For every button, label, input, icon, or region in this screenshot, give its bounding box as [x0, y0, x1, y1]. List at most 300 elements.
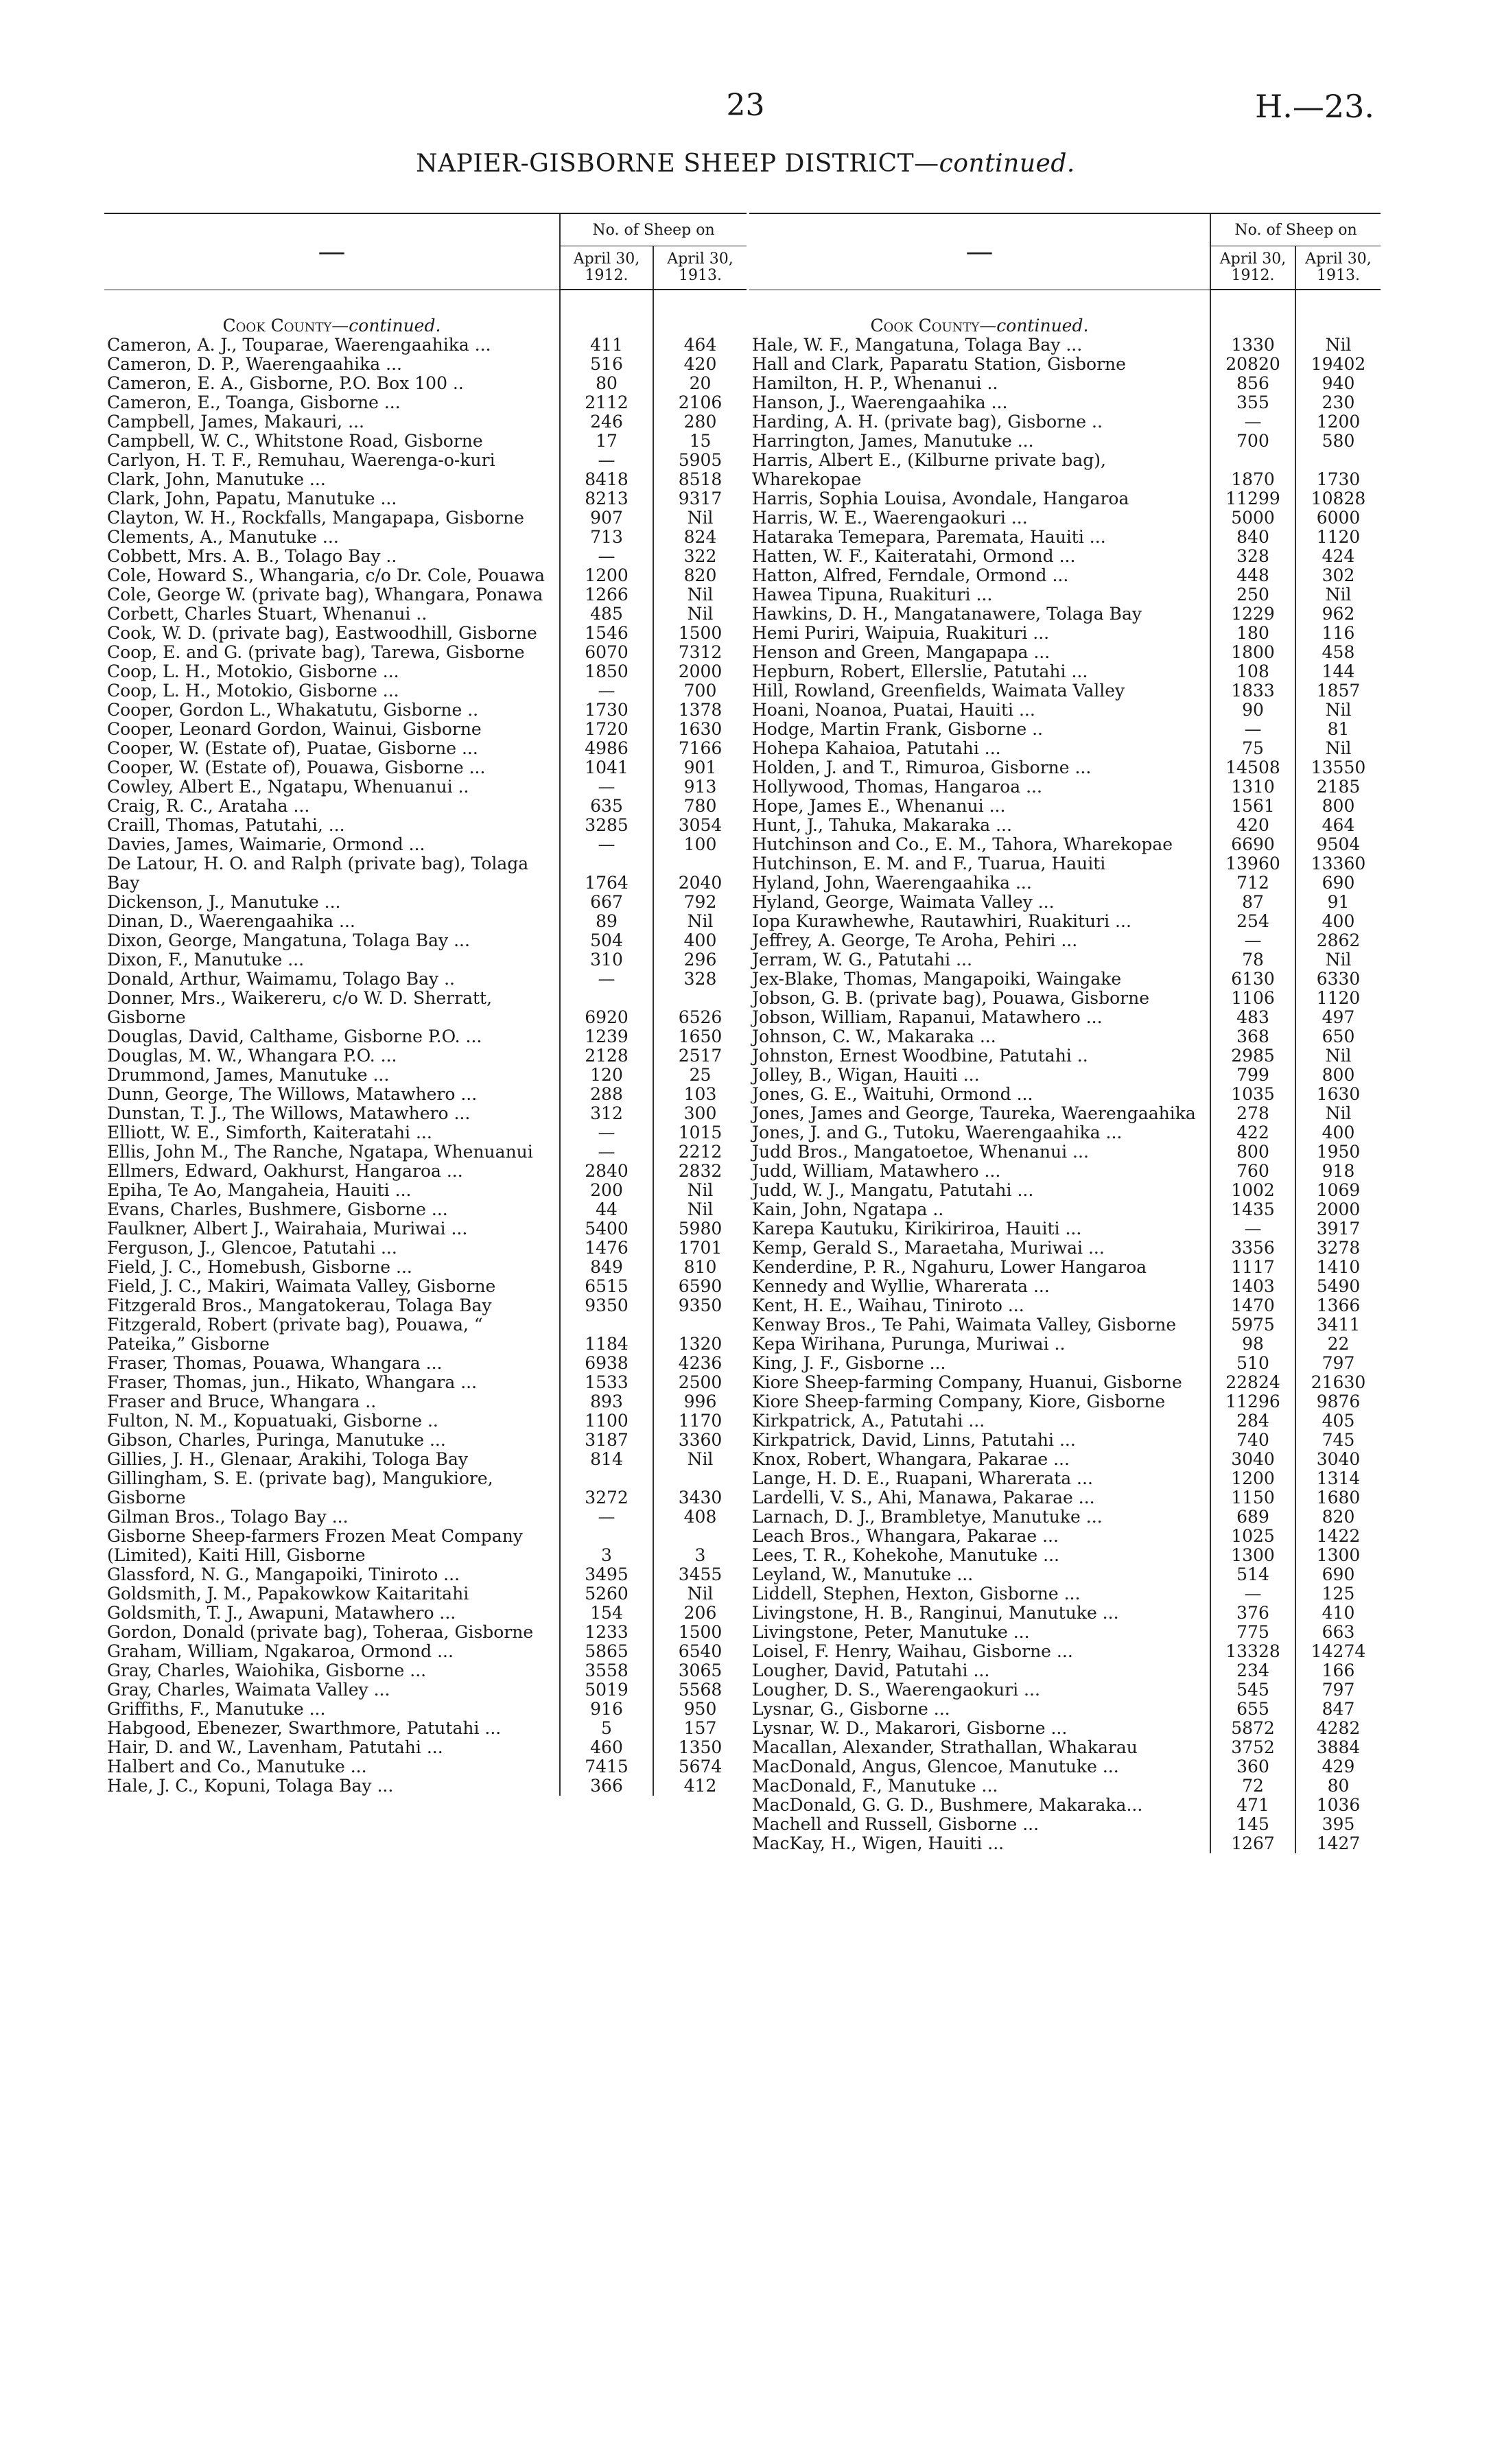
sheep-1913: 3430: [653, 1469, 747, 1507]
sheep-1912: 4986: [560, 739, 653, 758]
year-1913-header: April 30, 1913.: [653, 246, 747, 290]
sheep-1912: 22824: [1210, 1373, 1295, 1392]
sheep-1912: 1233: [560, 1623, 653, 1642]
owner-name: Hanson, J., Waerengaahika ...: [752, 392, 1008, 412]
sheep-1913: 21630: [1295, 1373, 1381, 1392]
blank-header: —: [749, 213, 1210, 290]
table-row: [749, 1335, 1381, 1354]
sheep-1913: 6590: [653, 1277, 747, 1296]
table-row: [749, 1239, 1381, 1258]
owner-name: Goldsmith, T. J., Awapuni, Matawhero ...: [107, 1603, 456, 1623]
section-heading-text: Cook County—: [870, 316, 997, 336]
owner-name: Hyland, John, Waerengaahika ...: [752, 873, 1032, 893]
sheep-1913: 3040: [1295, 1450, 1381, 1469]
owner-name: Cooper, Gordon L., Whakatutu, Gisborne ..: [107, 700, 479, 720]
owner-name: Macallan, Alexander, Strathallan, Whakarau: [752, 1737, 1138, 1757]
table-row: [749, 1546, 1381, 1565]
owner-name: Jolley, B., Wigan, Hauiti ...: [752, 1065, 980, 1085]
owner-name: Kent, H. E., Waihau, Tiniroto ...: [752, 1295, 1024, 1315]
table-row: [104, 1507, 747, 1527]
table-row: [749, 835, 1381, 854]
owner-name: Jones, G. E., Waituhi, Ormond ...: [752, 1084, 1033, 1104]
sheep-1912: 516: [560, 355, 653, 374]
owner-name: Hutchinson and Co., E. M., Tahora, Wharekopae: [752, 834, 1173, 854]
table-row: [104, 1392, 747, 1411]
table-row: [104, 1085, 747, 1104]
owner-name: Fraser, Thomas, jun., Hikato, Whangara ...: [107, 1372, 478, 1392]
table-row: [104, 355, 747, 374]
sheep-1912: 1266: [560, 585, 653, 605]
owner-name: Livingstone, H. B., Ranginui, Manutuke ...: [752, 1603, 1119, 1623]
table-row: [104, 1315, 747, 1354]
table-row: [749, 1392, 1381, 1411]
title-continued: continued.: [939, 150, 1075, 178]
sheep-1913: 15: [653, 432, 747, 451]
owner-name: Hoani, Noanoa, Puatai, Hauiti ...: [752, 700, 1035, 720]
sheep-1913: 408: [653, 1507, 747, 1527]
sheep-1913: Nil: [653, 1450, 747, 1469]
sheep-1912: —: [560, 777, 653, 797]
owner-name: Gilman Bros., Tolago Bay ...: [107, 1507, 349, 1527]
owner-name: Liddell, Stephen, Hexton, Gisborne ...: [752, 1584, 1081, 1604]
table-row: [104, 912, 747, 931]
owner-name: Clark, John, Manutuke ...: [107, 469, 326, 489]
table-row: [749, 797, 1381, 816]
owner-name: Fraser, Thomas, Pouawa, Whangara ...: [107, 1353, 443, 1373]
owner-name: Cooper, W. (Estate of), Pouawa, Gisborne ...: [107, 758, 486, 777]
sheep-1912: 13960: [1210, 854, 1295, 873]
sheep-1912: 8418: [560, 470, 653, 489]
sheep-1913: 940: [1295, 374, 1381, 393]
sheep-1913: 400: [653, 931, 747, 950]
table-row: [749, 1796, 1381, 1815]
owner-name: Cameron, E. A., Gisborne, P.O. Box 100 ..: [107, 373, 464, 393]
table-row: [749, 1373, 1381, 1392]
sheep-1912: 1229: [1210, 605, 1295, 624]
table-row: [749, 1085, 1381, 1104]
sheep-1913: 797: [1295, 1680, 1381, 1700]
owner-name: MacDonald, G. G. D., Bushmere, Makaraka...: [752, 1795, 1143, 1815]
sheep-1913: 1366: [1295, 1296, 1381, 1315]
sheep-1912: 5865: [560, 1642, 653, 1661]
owner-name: Leyland, W., Manutuke ...: [752, 1564, 974, 1584]
owner-name: Johnson, C. W., Makaraka ...: [752, 1026, 996, 1046]
owner-name: Halbert and Co., Manutuke ...: [107, 1757, 367, 1776]
owner-name: Coop, E. and G. (private bag), Tarewa, Gisborne: [107, 642, 525, 662]
table-row: [104, 701, 747, 720]
owner-name: Hohepa Kahaioa, Patutahi ...: [752, 738, 1001, 758]
owner-name: Cameron, D. P., Waerengaahika ...: [107, 354, 402, 374]
sheep-1912: 849: [560, 1258, 653, 1277]
owner-name: Hair, D. and W., Lavenham, Patutahi ...: [107, 1737, 443, 1757]
table-row: [104, 624, 747, 643]
sheep-1913: 918: [1295, 1162, 1381, 1181]
sheep-1913: 2500: [653, 1373, 747, 1392]
table-row: [749, 1604, 1381, 1623]
owner-name: Field, J. C., Homebush, Gisborne ...: [107, 1257, 412, 1277]
owner-name: Harris, Sophia Louisa, Avondale, Hangaroa: [752, 489, 1129, 508]
table-row: [749, 970, 1381, 989]
owner-name: Goldsmith, J. M., Papakowkow Kaitaritahi: [107, 1584, 469, 1604]
sheep-1912: 1435: [1210, 1200, 1295, 1219]
sheep-1912: —: [560, 451, 653, 470]
sheep-1913: 1701: [653, 1239, 747, 1258]
section-heading: [749, 290, 1210, 336]
sheep-1913: 81: [1295, 720, 1381, 739]
owner-name: Campbell, James, Makauri, ...: [107, 412, 364, 432]
table-row: [749, 681, 1381, 701]
table-row: [104, 1411, 747, 1431]
sheep-1912: 355: [1210, 393, 1295, 412]
table-row: [104, 1680, 747, 1700]
table-row: [104, 1162, 747, 1181]
table-row: [749, 489, 1381, 508]
sheep-1913: 2832: [653, 1162, 747, 1181]
sheep-1913: 5674: [653, 1757, 747, 1776]
sheep-1912: 7415: [560, 1757, 653, 1776]
sheep-1913: 400: [1295, 1123, 1381, 1142]
sheep-1912: 1100: [560, 1411, 653, 1431]
sheep-1912: 5: [560, 1719, 653, 1738]
table-row: [749, 893, 1381, 912]
table-row: [749, 1296, 1381, 1315]
owner-name: Dickenson, J., Manutuke ...: [107, 892, 341, 912]
empty-cell: [1295, 290, 1381, 336]
table-row: [104, 1181, 747, 1200]
owner-name: Hataraka Temepara, Paremata, Hauiti ...: [752, 527, 1106, 547]
owner-name: Jones, J. and G., Tutoku, Waerengaahika ...: [752, 1123, 1123, 1142]
sheep-1913: 22: [1295, 1335, 1381, 1354]
table-row: [749, 1507, 1381, 1527]
table-row: [104, 489, 747, 508]
owner-name: Harrington, James, Manutuke ...: [752, 431, 1034, 451]
table-row: [749, 1431, 1381, 1450]
owner-name: Holden, J. and T., Rimuroa, Gisborne ...: [752, 758, 1092, 777]
owner-name: Loisel, F. Henry, Waihau, Gisborne ...: [752, 1641, 1073, 1661]
sheep-1913: 2862: [1295, 931, 1381, 950]
sheep-1913: 2040: [653, 854, 747, 893]
table-row: [104, 1738, 747, 1757]
owner-name: Kemp, Gerald S., Maraetaha, Muriwai ...: [752, 1238, 1105, 1258]
sheep-1912: 14508: [1210, 758, 1295, 777]
table-row: [104, 777, 747, 797]
table-row: [104, 547, 747, 566]
table-row: [749, 989, 1381, 1008]
sheep-1912: 80: [560, 374, 653, 393]
sheep-1912: 87: [1210, 893, 1295, 912]
sheep-1913: 1036: [1295, 1796, 1381, 1815]
table-row: [104, 1104, 747, 1123]
sheep-1913: 2185: [1295, 777, 1381, 797]
sheep-1912: 1300: [1210, 1546, 1295, 1565]
table-row: [749, 605, 1381, 624]
sheep-1913: 2212: [653, 1142, 747, 1162]
table-row: [104, 835, 747, 854]
owner-name: Elliott, W. E., Simforth, Kaiteratahi ...: [107, 1123, 432, 1142]
table-row: [749, 1450, 1381, 1469]
page-reference: H.—23.: [1255, 88, 1374, 125]
table-row: [749, 1834, 1381, 1853]
table-row: [749, 624, 1381, 643]
table-row: [104, 374, 747, 393]
table-row: [749, 739, 1381, 758]
owner-name: Gisborne Sheep-farmers Frozen Meat Company (Limited), Kaiti Hill, Gisborne: [107, 1526, 523, 1565]
sheep-1913: 800: [1295, 797, 1381, 816]
owner-name: Glassford, N. G., Mangapoiki, Tiniroto ...: [107, 1564, 460, 1584]
owner-name: Jobson, G. B. (private bag), Pouawa, Gisborne: [752, 988, 1150, 1008]
sheep-1913: 328: [653, 970, 747, 989]
sheep-1913: 7166: [653, 739, 747, 758]
table-row: [749, 662, 1381, 681]
table-row: [104, 1661, 747, 1680]
owner-name: Dixon, F., Manutuke ...: [107, 950, 305, 970]
sheep-1912: 1833: [1210, 681, 1295, 701]
sheep-1913: 1680: [1295, 1488, 1381, 1507]
sheep-1912: 72: [1210, 1776, 1295, 1796]
table-row: [749, 1719, 1381, 1738]
sheep-1912: 360: [1210, 1757, 1295, 1776]
sheep-1912: 90: [1210, 701, 1295, 720]
page-title: [0, 150, 1491, 178]
sheep-1913: 300: [653, 1104, 747, 1123]
section-heading-row: [104, 290, 747, 336]
sheep-1913: 1650: [653, 1027, 747, 1046]
sheep-1912: 89: [560, 912, 653, 931]
sheep-1913: 424: [1295, 547, 1381, 566]
sheep-1912: 3: [560, 1527, 653, 1565]
sheep-1913: 1120: [1295, 989, 1381, 1008]
sheep-1913: 5980: [653, 1219, 747, 1239]
sheep-1913: 497: [1295, 1008, 1381, 1027]
table-row: [749, 777, 1381, 797]
owner-name: Ellmers, Edward, Oakhurst, Hangaroa ...: [107, 1161, 463, 1181]
sheep-1912: 6515: [560, 1277, 653, 1296]
sheep-1912: 11299: [1210, 489, 1295, 508]
sheep-1913: 824: [653, 528, 747, 547]
sheep-1913: 2000: [1295, 1200, 1381, 1219]
owner-name: Kenway Bros., Te Pahi, Waimata Valley, Gisborne: [752, 1315, 1177, 1335]
table-row: [104, 1469, 747, 1507]
owner-name: Hawea Tipuna, Ruakituri ...: [752, 585, 993, 605]
sheep-1913: 820: [1295, 1507, 1381, 1527]
sheep-1912: 799: [1210, 1066, 1295, 1085]
table-row: [749, 1757, 1381, 1776]
owner-name: Judd, William, Matawhero ...: [752, 1161, 1001, 1181]
sheep-1913: 797: [1295, 1354, 1381, 1373]
table-row: [749, 355, 1381, 374]
table-row: [749, 1162, 1381, 1181]
table-row: [104, 1046, 747, 1066]
table-row: [749, 528, 1381, 547]
sheep-1912: 635: [560, 797, 653, 816]
sheep-1912: 1184: [560, 1315, 653, 1354]
sheep-1913: 5490: [1295, 1277, 1381, 1296]
sheep-1913: 5568: [653, 1680, 747, 1700]
sheep-1912: 8213: [560, 489, 653, 508]
owner-name: MacKay, H., Wigen, Hauiti ...: [752, 1833, 1005, 1853]
sheep-1912: 5260: [560, 1584, 653, 1604]
sheep-1912: —: [1210, 412, 1295, 432]
owner-name: Hyland, George, Waimata Valley ...: [752, 892, 1055, 912]
sheep-1913: 1500: [653, 1623, 747, 1642]
sheep-1912: 2985: [1210, 1046, 1295, 1066]
sheep-1912: 1561: [1210, 797, 1295, 816]
owner-name: Hemi Puriri, Waipuia, Ruakituri ...: [752, 623, 1050, 643]
sheep-1913: 116: [1295, 624, 1381, 643]
owner-name: Hope, James E., Whenanui ...: [752, 796, 1006, 816]
table-row: [104, 1450, 747, 1469]
empty-cell: [653, 290, 747, 336]
table-row: [104, 1258, 747, 1277]
sheep-1912: 1850: [560, 662, 653, 681]
table-row: [104, 854, 747, 893]
owner-name: Cameron, E., Toanga, Gisborne ...: [107, 392, 401, 412]
owner-name: Cameron, A. J., Touparae, Waerengaahika ...: [107, 335, 491, 355]
table-row: [749, 1027, 1381, 1046]
owner-name: Hollywood, Thomas, Hangaroa ...: [752, 777, 1042, 797]
section-continued: continued.: [349, 316, 441, 336]
owner-name: Dixon, George, Mangatuna, Tolaga Bay ...: [107, 930, 470, 950]
sheep-1913: 1730: [1295, 451, 1381, 489]
owner-name: Carlyon, H. T. F., Remuhau, Waerenga-o-kuri: [107, 450, 495, 470]
table-row: [749, 393, 1381, 412]
sheep-1912: 13328: [1210, 1642, 1295, 1661]
owner-name: Cooper, Leonard Gordon, Wainui, Gisborne: [107, 719, 482, 739]
sheep-1913: 458: [1295, 643, 1381, 662]
table-row: [749, 1680, 1381, 1700]
sheep-1913: 3917: [1295, 1219, 1381, 1239]
sheep-1912: 1533: [560, 1373, 653, 1392]
left-table: [104, 213, 747, 1796]
owner-name: Judd, W. J., Mangatu, Patutahi ...: [752, 1180, 1034, 1200]
owner-name: Kiore Sheep-farming Company, Huanui, Gisborne: [752, 1372, 1182, 1392]
table-row: [749, 566, 1381, 585]
owner-name: Cowley, Albert E., Ngatapu, Whenuanui ..: [107, 777, 469, 797]
year-1912-header: April 30, 1912.: [1210, 246, 1295, 290]
sheep-1913: 3054: [653, 816, 747, 835]
sheep-1913: Nil: [653, 1584, 747, 1604]
table-row: [104, 989, 747, 1027]
sheep-1912: 1310: [1210, 777, 1295, 797]
sheep-1913: 1300: [1295, 1546, 1381, 1565]
table-row: [749, 1738, 1381, 1757]
sheep-1913: Nil: [653, 1181, 747, 1200]
sheep-1913: 410: [1295, 1604, 1381, 1623]
sheep-1913: 4236: [653, 1354, 747, 1373]
sheep-1913: 7312: [653, 643, 747, 662]
owner-name: Dinan, D., Waerengaahika ...: [107, 911, 355, 931]
table-row: [104, 758, 747, 777]
sheep-1912: 278: [1210, 1104, 1295, 1123]
sheep-1913: Nil: [1295, 950, 1381, 970]
table-row: [749, 1181, 1381, 1200]
sheep-1913: 4282: [1295, 1719, 1381, 1738]
sheep-1912: 1476: [560, 1239, 653, 1258]
sheep-1913: 3: [653, 1527, 747, 1565]
year-1913-header: April 30, 1913.: [1295, 246, 1381, 290]
table-row: [749, 1776, 1381, 1796]
owner-name: Gray, Charles, Waiohika, Gisborne ...: [107, 1661, 427, 1680]
sheep-1913: 1314: [1295, 1469, 1381, 1488]
table-row: [749, 1411, 1381, 1431]
sheep-1913: 962: [1295, 605, 1381, 624]
sheep-1912: 3040: [1210, 1450, 1295, 1469]
sheep-1913: 13360: [1295, 854, 1381, 873]
sheep-1913: 9876: [1295, 1392, 1381, 1411]
owner-name: Henson and Green, Mangapapa ...: [752, 642, 1050, 662]
sheep-1912: 108: [1210, 662, 1295, 681]
table-row: [749, 412, 1381, 432]
sheep-1913: 745: [1295, 1431, 1381, 1450]
owner-name: Lardelli, V. S., Ahi, Manawa, Pakarae ...: [752, 1488, 1095, 1507]
sheep-1912: 448: [1210, 566, 1295, 585]
sheep-1912: 471: [1210, 1796, 1295, 1815]
owner-name: Craig, R. C., Arataha ...: [107, 796, 310, 816]
table-row: [104, 1373, 747, 1392]
owner-name: Gibson, Charles, Puringa, Manutuke ...: [107, 1430, 446, 1450]
sheep-1912: 483: [1210, 1008, 1295, 1027]
table-row: [104, 566, 747, 585]
sheep-1912: 366: [560, 1776, 653, 1796]
sheep-1913: 9350: [653, 1296, 747, 1315]
sheep-1912: —: [560, 1142, 653, 1162]
owner-name: Cole, Howard S., Whangaria, c/o Dr. Cole, Pouawa: [107, 565, 545, 585]
sheep-1913: 580: [1295, 432, 1381, 451]
sheep-1913: 6000: [1295, 508, 1381, 528]
sheep-1912: 689: [1210, 1507, 1295, 1527]
sheep-1912: —: [560, 1123, 653, 1142]
owner-name: Machell and Russell, Gisborne ...: [752, 1814, 1040, 1834]
sheep-1913: 464: [1295, 816, 1381, 835]
sheep-1913: 1950: [1295, 1142, 1381, 1162]
table-row: [104, 1354, 747, 1373]
sheep-1912: 422: [1210, 1123, 1295, 1142]
sheep-1912: 1041: [560, 758, 653, 777]
sheep-1912: 154: [560, 1604, 653, 1623]
table-row: [749, 1488, 1381, 1507]
sheep-1913: 412: [653, 1776, 747, 1796]
owner-name: Fitzgerald Bros., Mangatokerau, Tolaga Bay: [107, 1295, 492, 1315]
section-heading-row: [749, 290, 1381, 336]
table-row: [104, 970, 747, 989]
sheep-1913: 400: [1295, 912, 1381, 931]
table-row: [104, 643, 747, 662]
sheep-1912: 485: [560, 605, 653, 624]
sheep-1913: 1500: [653, 624, 747, 643]
sheep-1912: 2128: [560, 1046, 653, 1066]
sheep-1912: 3285: [560, 816, 653, 835]
sheep-1913: 206: [653, 1604, 747, 1623]
sheep-1912: 1106: [1210, 989, 1295, 1008]
left-table-body: [104, 290, 747, 1796]
table-row: [104, 1623, 747, 1642]
owner-name: Clements, A., Manutuke ...: [107, 527, 339, 547]
sheep-1912: 700: [1210, 432, 1295, 451]
sheep-1912: 1546: [560, 624, 653, 643]
sheep-1913: 125: [1295, 1584, 1381, 1604]
sheep-1912: 504: [560, 931, 653, 950]
sheep-1912: 3272: [560, 1469, 653, 1507]
sheep-1913: Nil: [653, 508, 747, 528]
sheep-1913: 395: [1295, 1815, 1381, 1834]
table-row: [104, 1123, 747, 1142]
sheep-1912: 1800: [1210, 643, 1295, 662]
sheep-1913: 1630: [653, 720, 747, 739]
table-row: [749, 1527, 1381, 1546]
sheep-1913: 20: [653, 374, 747, 393]
sheep-1912: 916: [560, 1700, 653, 1719]
owner-name: Craill, Thomas, Patutahi, ...: [107, 815, 345, 835]
